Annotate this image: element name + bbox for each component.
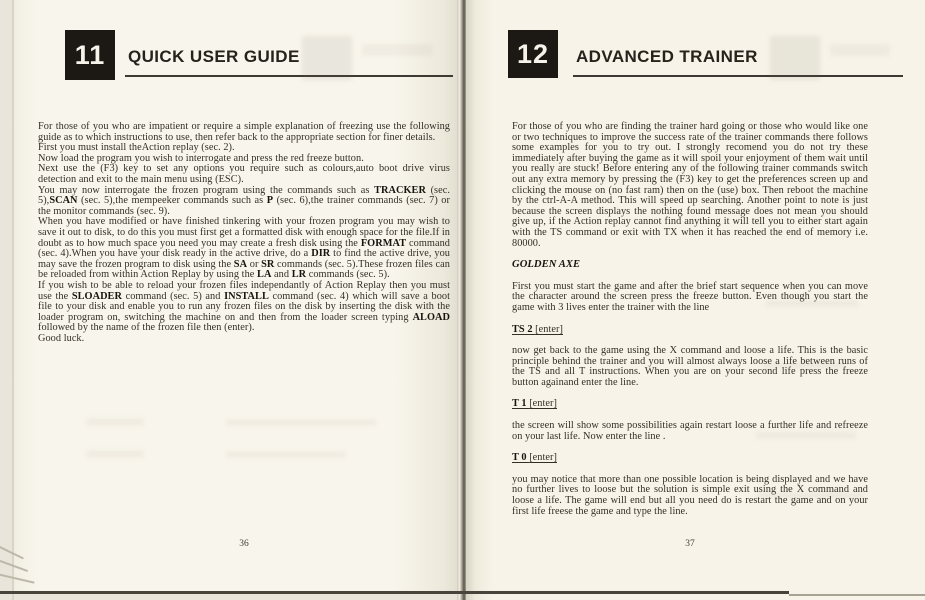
left-page: [14, 0, 457, 591]
paragraph: You may now interrogate the frozen program using the commands such as TRACKER (sec. 5),SCAN (sec. 5),the mempeeker commands such as P (sec. 6),the trainer commands (sec. 7) or the monitor commands (sec. 9).: [38, 184, 450, 217]
paragraph: Now load the program you wish to interrogate and press the red freeze button.: [38, 152, 364, 164]
paragraph: Next use the (F3) key to set any options you require such as colours,auto boot drive virus detection and exit to the main menu using (ESC).: [38, 163, 450, 185]
bleed-through-ghost: [770, 36, 820, 80]
title-rule: [125, 75, 453, 77]
chapter-number-badge: 12: [508, 30, 558, 78]
paragraph: If you wish to be able to reload your frozen files independantly of Action Replay then you must use the SLOADER command (sec. 5) and INSTALL command (sec. 4) which will save a boot file to your disk and enable you to run any frozen files on the disk by inserting the disk with the loader program on, switching the machine on and then from the loader screen typing ALOAD followed by the name of the frozen file then (enter).: [38, 279, 451, 334]
paragraph: you may notice that more than one possible location is being displayed and we have no further lives to loose but the solution is simple exit using the X command and loose a life. The game will end but all you need do is restart the game and on your first life freese the game and type the line.: [512, 473, 868, 517]
page-number: 36: [239, 539, 249, 549]
page-title: ADVANCED TRAINER: [576, 47, 758, 66]
command-line: TS 2 [enter]: [512, 323, 563, 335]
paragraph: now get back to the game using the X command and loose a life. This is the basic principle behind the trainer and you will almost always loose a life between runs of the TS and all T instructions. When you are on your second life press the freeze button againand enter the line.: [512, 345, 868, 388]
command-line: T 0 [enter]: [512, 452, 557, 464]
scan-shadow: [0, 591, 789, 594]
command-line: T 1 [enter]: [512, 398, 557, 410]
paragraph: For those of you who are finding the trainer hard going or those who would like one or two techniques to improve the success rate of the trainer commands there follows some examples for you to try out. I strongly recomend you do not try these immediately after buying the game as it will spoil your enjoyment of them wait until you really are stuck! Before entering any of the following trainer commands switch out any extra memory by pressing the (F3) key to get the preferences screen up and clicking the mouse on (no fast ram) then on the (use) box. Then reboot the machine by the ctrl-A-A method. This will speed up searching. Another point to note is just because the screen displays the nothing found message does not mean you should give up, if the Action replay cannot find anything it will tell you to either start again with the TS command or exit with TX when it has reached the end of memory i.e. 80000.: [512, 121, 868, 249]
bleed-through-ghost: [830, 44, 890, 56]
section-heading: GOLDEN AXE: [512, 259, 581, 271]
right-page: [466, 0, 925, 600]
bleed-through-ghost: [302, 36, 352, 80]
paragraph: When you have modified or have finished tinkering with your frozen program you may wish to save it out to disk, to do this you must first get a formatted disk with enough space for the file.If in doubt as to how much space you need you may create a fresh disk using the FORMAT command (sec. 4).When you have your disk ready in the active drive, do a DIR to find the active drive, you may save the frozen program to disk using the SA or SR commands (sec. 5).These frozen files can be reloaded from within Action Replay by using the LA and LR commands (sec. 5).: [38, 216, 450, 281]
bleed-through-ghost: [226, 451, 346, 458]
bleed-through-ghost: [86, 450, 144, 458]
paragraph: First you must install theAction replay (sec. 2).: [38, 142, 235, 154]
paragraph: the screen will show some possibilities again restart loose a further life and refreeze on your last life. Now enter the line .: [512, 420, 868, 442]
chapter-number-badge: 11: [65, 30, 115, 80]
title-rule: [573, 75, 903, 77]
page-title: QUICK USER GUIDE: [128, 47, 300, 66]
bleed-through-ghost: [226, 419, 376, 426]
bleed-through-ghost: [362, 44, 432, 56]
body-text: [512, 122, 868, 517]
paragraph: Good luck.: [38, 332, 85, 344]
bleed-through-ghost: [86, 418, 144, 426]
body-text: [38, 122, 450, 344]
page-gutter: [457, 0, 466, 600]
paragraph: First you must start the game and after the brief start sequence when you can move the character around the screen press the freeze button. Even though you start the game with 3 lives enter the trainer with the line: [512, 280, 868, 313]
scan-shadow: [789, 594, 925, 596]
paragraph: For those of you who are impatient or require a simple explanation of freezing use the following guide as to which instructions to use, then refer back to the appropriate section for finer details.: [38, 121, 450, 143]
page-number: 37: [685, 539, 695, 549]
